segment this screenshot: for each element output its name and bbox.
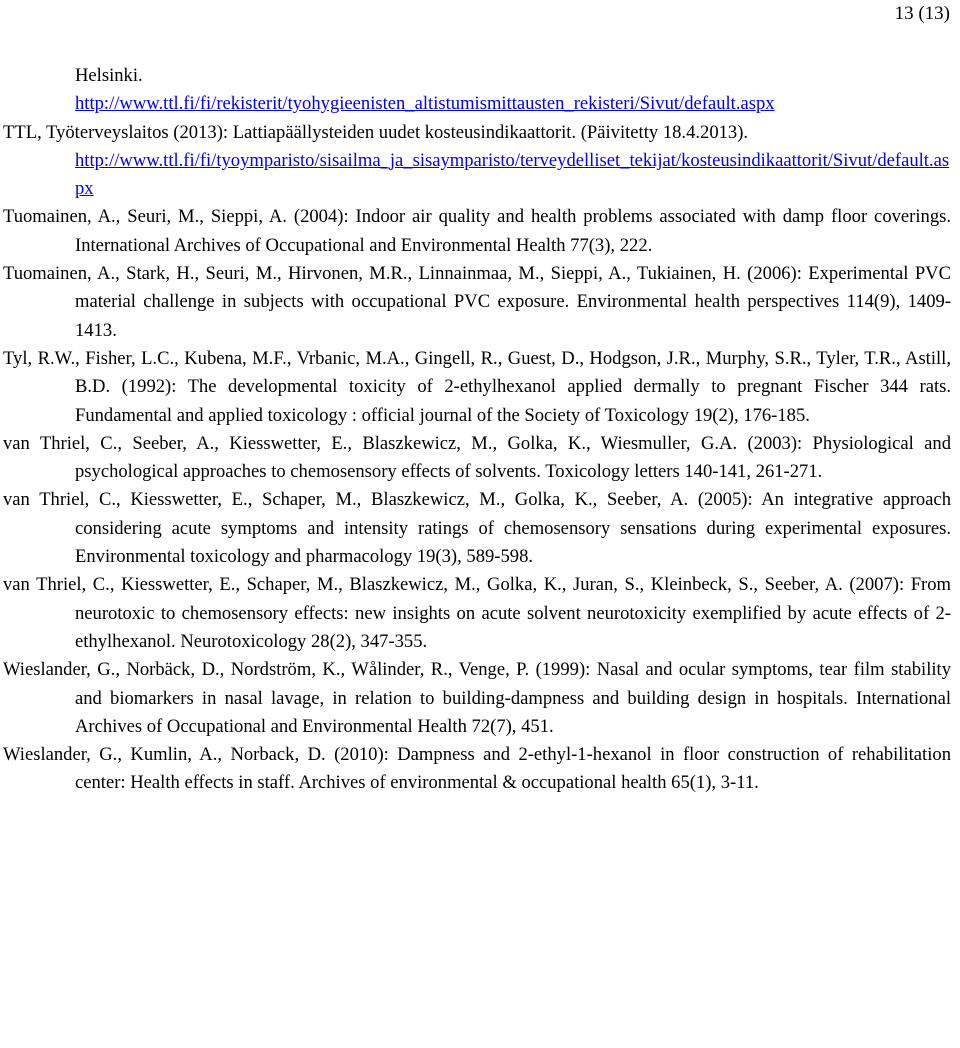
reference-text: van Thriel, C., Kiesswetter, E., Schaper, M., Blaszkewicz, M., Golka, K., Juran, S., Kleinbeck, S., Seeber, A. (2007): From neurotoxic to chemosensory effects: new insights on acute solvent neurotoxicity exemplified by acute effects of 2-ethylhexanol. Neurotoxicology 28(2), 347-355. [3, 574, 951, 652]
reference-text: Tuomainen, A., Seuri, M., Sieppi, A. (2004): Indoor air quality and health problems associated with damp floor coverings. International Archives of Occupational and Environmental Health 77(3), 222. [3, 206, 951, 256]
reference-link[interactable]: http://www.ttl.fi/fi/rekisterit/tyohygieenisten_altistumismittausten_rekisteri/Sivut/default.aspx [75, 93, 775, 115]
page-number: 13 (13) [894, 3, 950, 24]
reference-entry [3, 486, 951, 571]
reference-text: Wieslander, G., Norbäck, D., Nordström, K., Wålinder, R., Venge, P. (1999): Nasal and ocular symptoms, tear film stability and biomarkers in nasal lavage, in relation to building-dampness and building design in hospitals. International Archives of Occupational and Environmental Health 72(7), 451. [3, 659, 951, 737]
reference-text: Tyl, R.W., Fisher, L.C., Kubena, M.F., Vrbanic, M.A., Gingell, R., Guest, D., Hodgson, J.R., Murphy, S.R., Tyler, T.R., Astill, B.D. (1992): The developmental toxicity of 2-ethylhexanol applied dermally to pregnant Fischer 344 rats. Fundamental and applied toxicology : official journal of the Society of Toxicology 19(2), 176-185. [3, 347, 951, 426]
reference-entry [3, 203, 951, 260]
reference-entry [3, 260, 951, 345]
reference-entry [3, 119, 951, 204]
reference-entry [3, 571, 951, 656]
reference-text: Tuomainen, A., Stark, H., Seuri, M., Hirvonen, M.R., Linnainmaa, M., Sieppi, A., Tukiainen, H. (2006): Experimental PVC material challenge in subjects with occupational PVC exposure. Environmental health perspectives 114(9), 1409-1413. [3, 263, 951, 341]
reference-entry [3, 62, 951, 119]
reference-entry [3, 741, 951, 798]
reference-text: Wieslander, G., Kumlin, A., Norback, D. (2010): Dampness and 2-ethyl-1-hexanol in floor construction of rehabilitation center: Health effects in staff. Archives of environmental & occupational health 65(1), 3-11. [3, 744, 951, 794]
reference-entry [3, 430, 951, 487]
reference-entry [3, 656, 951, 741]
reference-text: TTL, Työterveyslaitos (2013): Lattiapäällysteiden uudet kosteusindikaattorit. (Päivitetty 18.4.2013). [3, 121, 749, 143]
reference-text: van Thriel, C., Kiesswetter, E., Schaper, M., Blaszkewicz, M., Golka, K., Seeber, A. (2005): An integrative approach considering acute symptoms and intensity ratings of chemosensory sensations during experimental exposures. Environmental toxicology and pharmacology 19(3), 589-598. [3, 489, 951, 568]
reference-list [3, 62, 951, 798]
reference-entry [3, 345, 951, 430]
reference-link[interactable]: http://www.ttl.fi/fi/tyoymparisto/sisailma_ja_sisaymparisto/terveydelliset_tekijat/kosteusindikaattorit/Sivut/default.aspx [75, 149, 950, 200]
reference-text: Helsinki. [75, 65, 143, 86]
reference-text: van Thriel, C., Seeber, A., Kiesswetter, E., Blaszkewicz, M., Golka, K., Wiesmuller, G.A. (2003): Physiological and psychological approaches to chemosensory effects of solvents. Toxicology letters 140-141, 261-271. [3, 432, 951, 483]
